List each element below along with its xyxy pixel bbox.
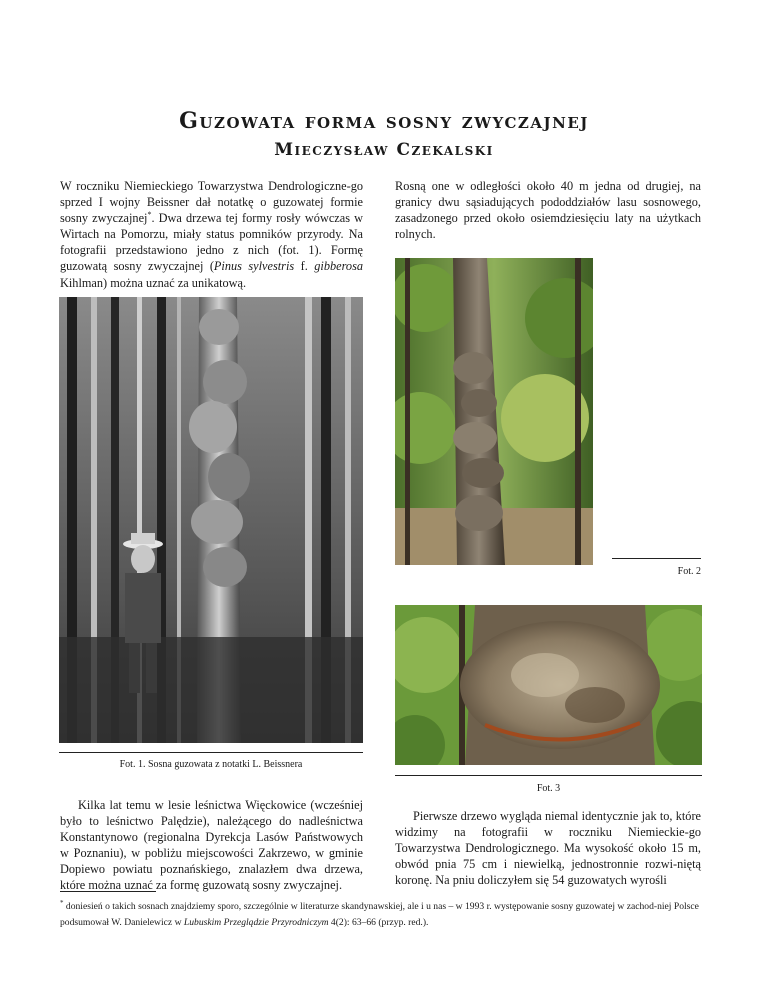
paragraph-discovery: Kilka lat temu w lesie leśnictwa Więckowice (wcześniej było to leśnictwo Palędzie), należącego do nadleśnictwa Konstantynowo (regionalna Dyrekcja Lasów Państwowych w Poznaniu), w pobliżu miejscowości Zakrzewo, w gminie Dopiewo powiatu poznańskiego, znalazłem dwa drzewa, które można uznać za formę guzowatą sosny zwyczajnej.	[60, 798, 363, 893]
form-abbrev: f.	[294, 259, 315, 274]
footnote-journal: Lubuskim Przeglądzie Przyrodniczym	[183, 917, 329, 928]
species-name: Pinus sylvestris	[213, 259, 295, 274]
photo-fot3	[395, 605, 702, 765]
paragraph-first-tree: Pierwsze drzewo wygląda niemal identycznie jak to, które widzimy na fotografii w roczniku Niemieckie-go Towarzystwa Dendrologicznego. Ma wysokość około 15 m, obwód pnia 75 cm i niewielką, jednostronnie rozwi-niętą koronę. Na pniu doliczyłem się 54 guzowatych wyrośli	[395, 809, 701, 888]
paragraph-intro	[60, 178, 363, 291]
article-title: Guzowata forma sosny zwyczajnej	[179, 108, 589, 134]
photo-fot2	[395, 258, 593, 565]
fot2-caption-rule	[612, 558, 701, 559]
paragraph-intro-text-cont: . Dwa drzewa tej formy rosły wówczas w Wirtach na Pomorzu, miały status pomników przyrody. Na fotografii przedstawiono jedno z nich (fot. 1). Formę guzowatą sosny zwyczajnej (	[60, 211, 364, 274]
caption-fot2: Fot. 2	[677, 566, 701, 577]
fot1-caption-rule	[59, 752, 363, 753]
form-name: gibberosa	[314, 259, 363, 274]
photo-fot1	[59, 297, 363, 743]
fot3-caption-rule	[395, 775, 702, 776]
caption-fot1: Fot. 1. Sosna guzowata z notatki L. Beissnera	[119, 759, 303, 770]
footnote-text: doniesień o takich sosnach znajdziemy sporo, szczególnie w literaturze skandynawskiej, ale i u nas – w 1993 r. występowanie sosny guzowatej w zachod-niej Polsce podsumował W. Danielewicz w	[60, 901, 699, 928]
footnote	[60, 899, 710, 931]
article-author: Mieczysław Czekalski	[274, 140, 494, 160]
paragraph-intro-text: W roczniku Niemieckiego Towarzystwa Dendrologiczne-go sprzed I wojny Beissner dał notatkę o guzowatej formie sosny zwyczajnej	[60, 179, 363, 226]
caption-fot3: Fot. 3	[536, 783, 561, 794]
footnote-ref: *	[147, 210, 152, 220]
footnote-rule	[60, 891, 156, 892]
footnote-mark: *	[60, 898, 64, 907]
photo-fot2-image	[395, 258, 593, 565]
footnote-text-end: 4(2): 63–66 (przyp. red.).	[328, 917, 429, 928]
paragraph-intro-end: Kihlman) można uznać za unikatową.	[60, 275, 247, 290]
photo-fot1-image	[59, 297, 363, 743]
photo-fot3-image	[395, 605, 702, 765]
paragraph-location: Rosną one w odległości około 40 m jedna od drugiej, na granicy dwu sąsiadujących pododdziałów lasu sosnowego, zasadzonego przed około osiemdziesięciu laty na użytkach rolnych.	[395, 179, 701, 242]
